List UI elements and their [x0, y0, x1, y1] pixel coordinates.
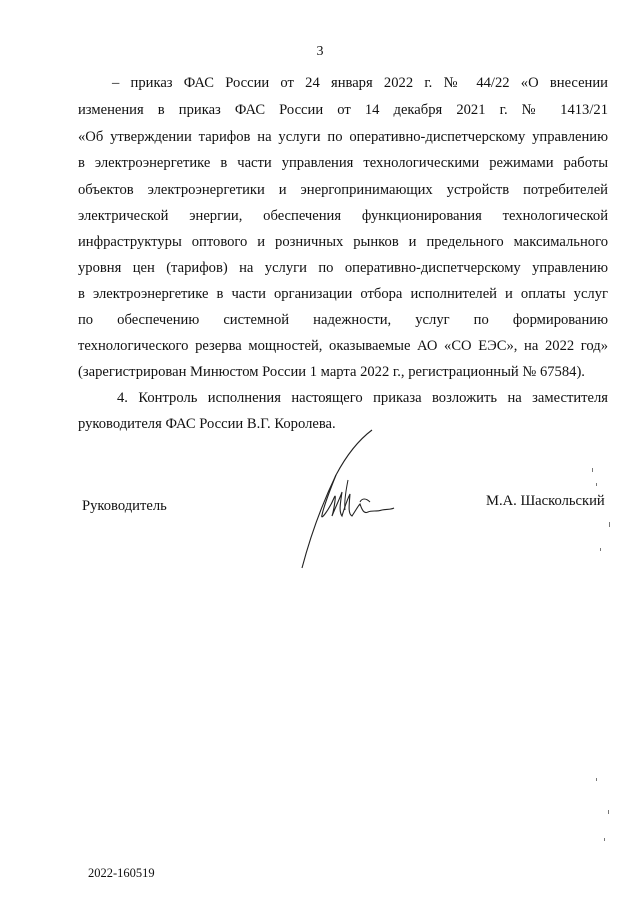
paragraph-line: электрической энергии, обеспечения функционирования технологической — [78, 208, 608, 224]
paragraph-line: уровня цен (тарифов) на услуги по оперативно-диспетчерскому управлению — [78, 260, 608, 276]
paragraph-line: руководителя ФАС России В.Г. Королева. — [78, 416, 336, 432]
paragraph-line: в электроэнергетике в части управления технологическими режимами работы — [78, 155, 608, 171]
paragraph-line: 4. Контроль исполнения настоящего приказа возложить на заместителя — [117, 390, 608, 406]
signer-name: М.А. Шаскольский — [486, 493, 605, 509]
paragraph-line: технологического резерва мощностей, оказываемые АО «СО ЕЭС», на 2022 год» — [78, 338, 608, 354]
paragraph-line: объектов электроэнергетики и энергопринимающих устройств потребителей — [78, 182, 608, 198]
scan-mark — [609, 522, 610, 527]
paragraph-line: инфраструктуры оптового и розничных рынков и предельного максимального — [78, 234, 608, 250]
paragraph-line: изменения в приказ ФАС России от 14 декабря 2021 г. № 1413/21 — [78, 102, 608, 118]
signer-role: Руководитель — [82, 498, 167, 514]
page-number: 3 — [316, 44, 324, 59]
scan-mark — [600, 548, 601, 551]
scan-mark — [592, 468, 593, 472]
paragraph-line: (зарегистрирован Минюстом России 1 марта 2022 г., регистрационный № 67584). — [78, 364, 585, 380]
paragraph-line: по обеспечению системной надежности, услуг по формированию — [78, 312, 608, 328]
paragraph-line: «Об утверждении тарифов на услуги по оперативно-диспетчерскому управлению — [78, 129, 608, 145]
scan-mark — [604, 838, 605, 841]
handwritten-signature — [290, 420, 410, 580]
paragraph-line: в электроэнергетике в части организации отбора исполнителей и оплаты услуг — [78, 286, 608, 302]
document-id: 2022-160519 — [88, 866, 155, 880]
scan-mark — [596, 483, 597, 486]
scan-mark — [608, 810, 609, 814]
paragraph-line: – приказ ФАС России от 24 января 2022 г. № 44/22 «О внесении — [112, 75, 608, 91]
scan-mark — [596, 778, 597, 781]
